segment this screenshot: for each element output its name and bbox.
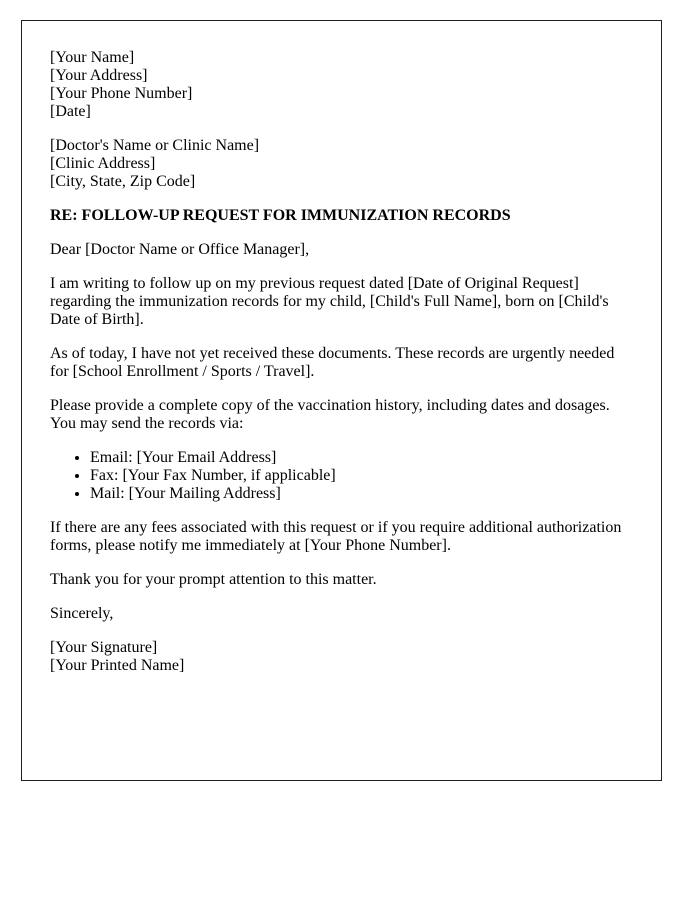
sender-date-line: [Date] [50,103,91,120]
letter-document [21,20,662,781]
recipient-address-line: [Clinic Address] [50,155,156,172]
salutation: Dear [Doctor Name or Office Manager], [50,241,310,258]
delivery-options-list [50,449,633,503]
recipient-name-line: [Doctor's Name or Clinic Name] [50,137,260,154]
signature-line: [Your Signature] [50,639,158,656]
subject-line: RE: FOLLOW-UP REQUEST FOR IMMUNIZATION RECORDS [50,207,511,224]
body-paragraph-fees: If there are any fees associated with this request or if you require additional authorization forms, please notify me immediately at [Your Phone Number]. [50,519,622,554]
delivery-option-fax: • Fax: [Your Fax Number, if applicable] [90,467,633,485]
delivery-option-email: • Email: [Your Email Address] [90,449,633,467]
printed-name-line: [Your Printed Name] [50,657,185,674]
sender-block [50,49,633,121]
body-paragraph-followup: I am writing to follow up on my previous request dated [Date of Original Request] regarding the immunization records for my child, [Child's Full Name], born on [Child's Date of Birth]. [50,275,609,328]
recipient-city-line: [City, State, Zip Code] [50,173,196,190]
recipient-block [50,137,633,191]
sender-name-line: [Your Name] [50,49,135,66]
sender-address-line: [Your Address] [50,67,148,84]
sender-phone-line: [Your Phone Number] [50,85,193,102]
body-paragraph-request: Please provide a complete copy of the vaccination history, including dates and dosages. You may send the records via: [50,397,610,432]
closing: Sincerely, [50,605,114,622]
body-paragraph-thanks: Thank you for your prompt attention to this matter. [50,571,377,588]
signature-block [50,639,633,675]
delivery-option-mail: • Mail: [Your Mailing Address] [90,485,633,503]
body-paragraph-urgency: As of today, I have not yet received these documents. These records are urgently needed for [School Enrollment / Sports / Travel]. [50,345,615,380]
